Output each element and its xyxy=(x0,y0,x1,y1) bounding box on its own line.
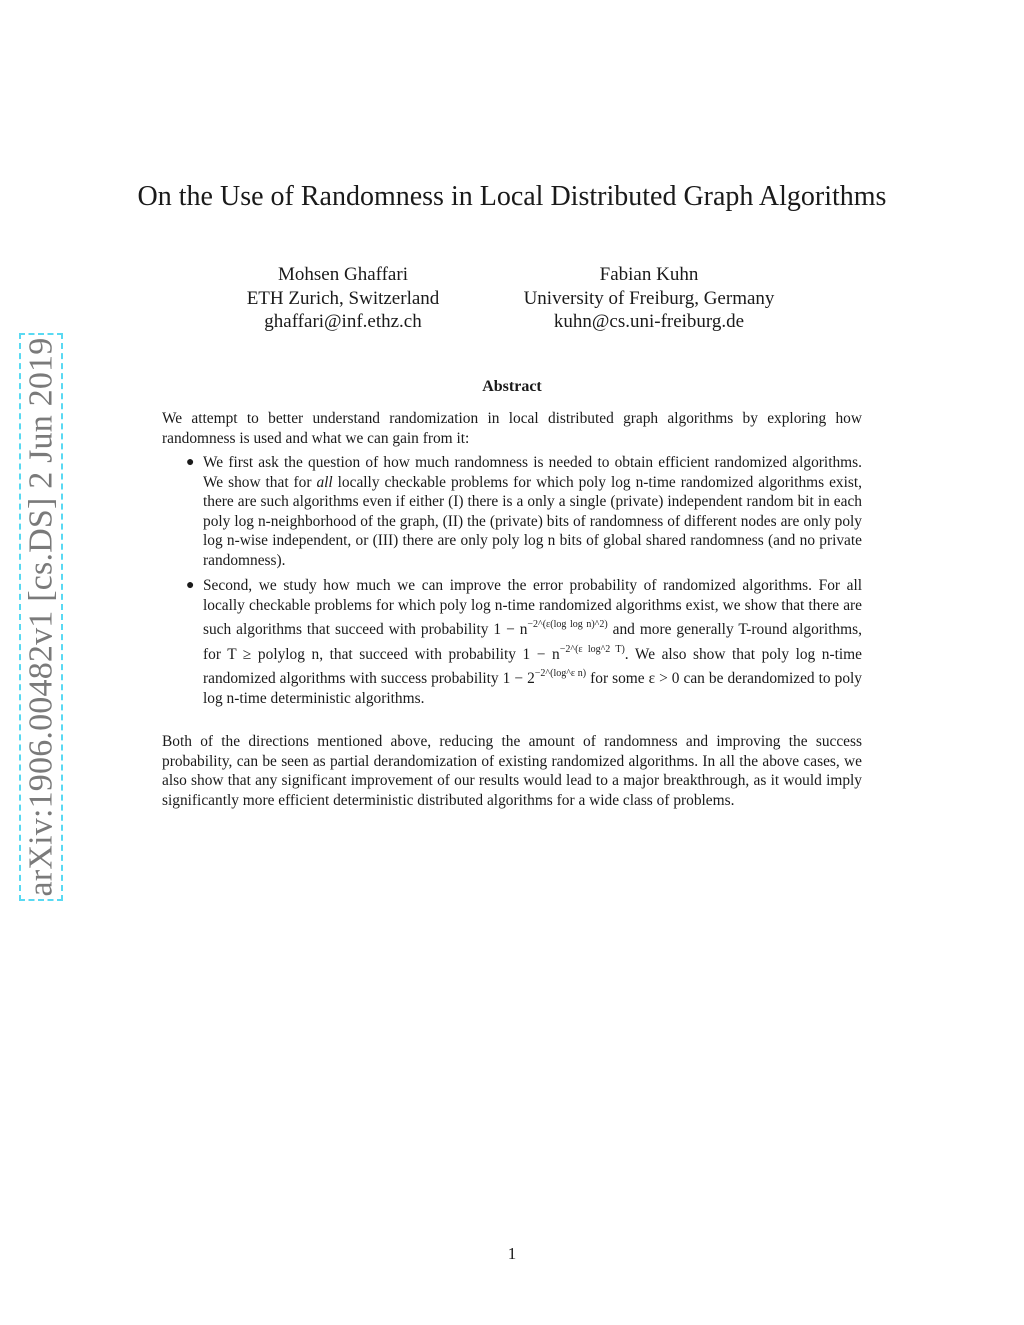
bullet-text: for some ε > 0 can be derandomized to poly log n-time deterministic algorithms. xyxy=(203,670,862,707)
author-affiliation: ETH Zurich, Switzerland xyxy=(246,287,440,309)
page-number: 1 xyxy=(507,1244,517,1263)
author-name: Mohsen Ghaffari xyxy=(278,264,408,285)
formula-t-round-probability: $1 - n^{-2\^{}(\varepsilon log\^{}2 T)}$ xyxy=(522,643,625,663)
bullet-item-error-probability xyxy=(162,576,862,708)
bullet-text: We first ask the question of how much randomness is needed to obtain efficient randomized algorithms. We show that for xyxy=(203,454,862,491)
author-email: ghaffari@inf.ethz.ch xyxy=(264,311,422,332)
abstract-closing-paragraph: Both of the directions mentioned above, reducing the amount of randomness and improving the success probability, can be seen as partial derandomization of existing randomized algorithms. In all the above cases, we also show that any significant improvement of our results would lead to a major breakthrough, as it would imply significantly more efficient deterministic distributed algorithms for a wide class of problems. xyxy=(162,733,862,809)
author-affiliation: University of Freiburg, Germany xyxy=(523,287,775,309)
arxiv-identifier: arXiv:1906.00482v1 [cs.DS] 2 Jun 2019 xyxy=(22,337,60,897)
bullet-text: and more generally T-round algorithms, for T ≥ polylog n, that succeed with probability xyxy=(203,621,862,663)
author-block-2 xyxy=(494,263,804,334)
arxiv-sidebar-stamp xyxy=(19,333,63,901)
bullet-text: Second, we study how much we can improve the error probability of randomized algorithms. For all locally checkable problems for which poly log n-time randomized algorithms exist, we show that there are such algorithms that succeed with probability xyxy=(203,577,862,638)
abstract-heading: Abstract xyxy=(482,378,542,395)
paper-title: On the Use of Randomness in Local Distributed Graph Algorithms xyxy=(137,181,887,212)
bullet-dot-icon: ● xyxy=(186,578,195,593)
abstract-intro: We attempt to better understand randomization in local distributed graph algorithms by exploring how randomness is used and what we can gain from it: xyxy=(162,410,862,447)
bullet-text: . We also show that poly log n-time randomized algorithms with success probability xyxy=(203,645,862,687)
formula-success-probability: $1 - n^{-2\^{}(\varepsilon(log log n)\^{}2)}$ xyxy=(493,619,608,638)
bullet-dot-icon: ● xyxy=(186,455,195,470)
author-name: Fabian Kuhn xyxy=(599,264,699,285)
emphasis-text: all xyxy=(316,473,333,491)
author-block-1 xyxy=(213,263,473,334)
bullet-item-randomness xyxy=(162,453,862,570)
bullet-text: locally checkable problems for which poly log n-time randomized algorithms exist, there are such algorithms even if either (I) there is a only a single (private) independent random bit in each poly log n-neighborhood of the graph, (II) the (private) bits of randomness of different nodes are only poly log n-wise independent, or (III) there are only poly log n bits of global shared randomness (and no private randomness). xyxy=(203,473,862,569)
author-email: kuhn@cs.uni-freiburg.de xyxy=(553,311,745,332)
abstract-bullet-list xyxy=(162,453,862,714)
formula-derandomization-probability: $1 - 2^{-2\^{}(log\^{}\varepsilon n)}$ xyxy=(502,668,587,687)
